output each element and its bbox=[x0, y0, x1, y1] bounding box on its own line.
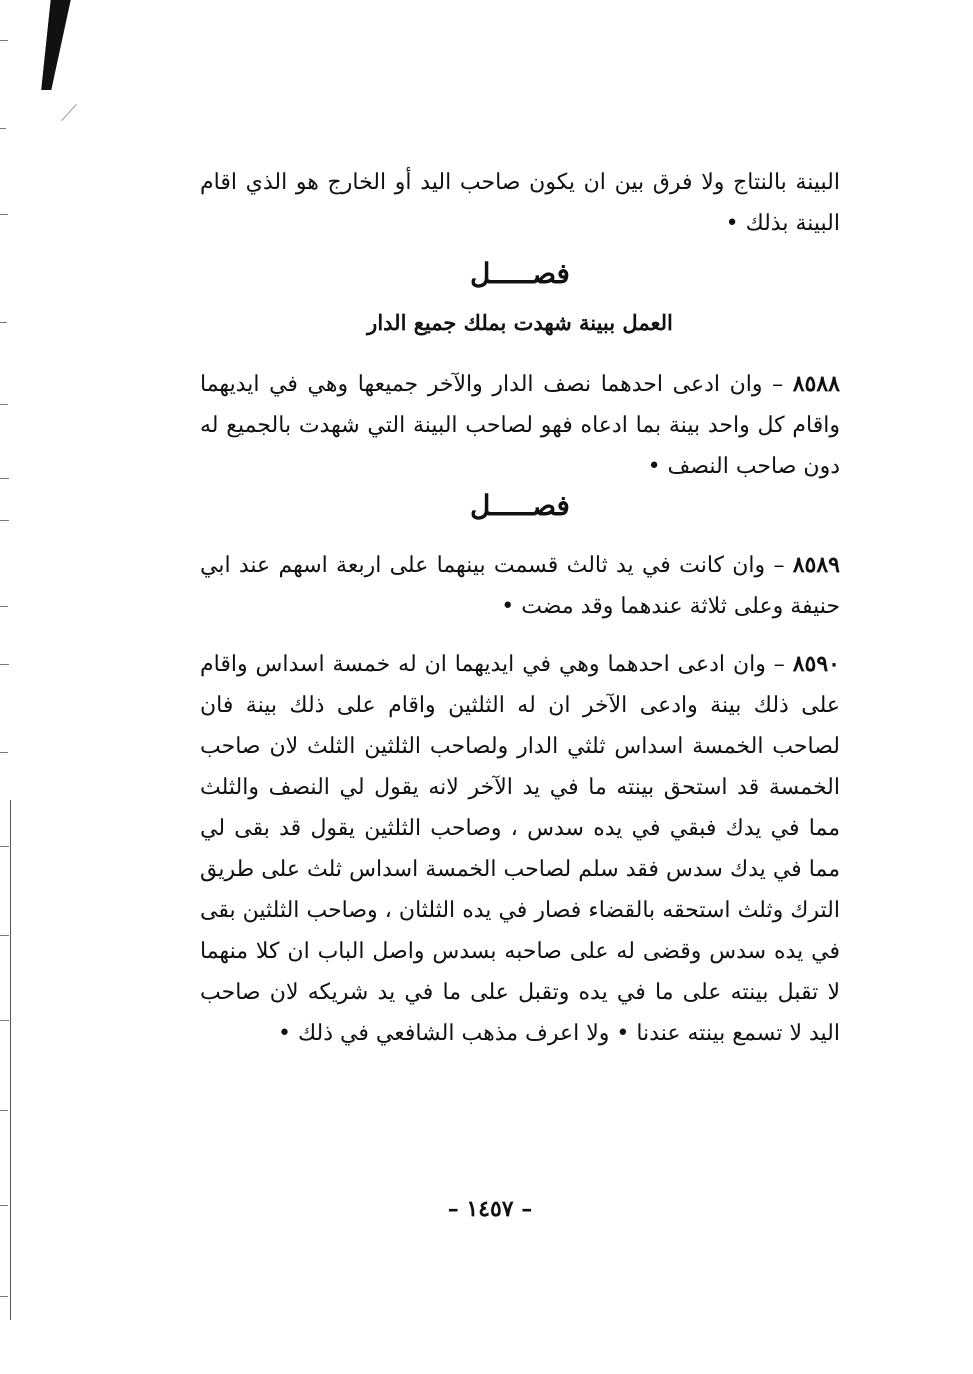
paragraph-8589 bbox=[200, 545, 840, 627]
scan-corner-mark bbox=[41, 0, 70, 90]
page-number: – ١٤٥٧ – bbox=[447, 1196, 533, 1222]
section-heading-fasl: فصـــــل bbox=[470, 489, 570, 522]
paragraph-text: – وان ادعى احدهما وهي في ايديهما ان له خمسة اسداس واقام على ذلك بينة وادعى الآخر ان له الثلثين واقام على ذلك بينة فان لصاحب الخمسة اسداس ثلثي الدار ولصاحب الثلثين الثلث لان صاحب الخمسة قد استحق بينته ما في يد الآخر لانه يقول لي النصف والثلث مما في يدك فبقي في يده سدس ، وصاحب الثلثين يقول قد بقى لي مما في يدك سدس فقد سلم لصاحب الخمسة اسداس ثلث على طريق الترك وثلث استحقه بالقضاء فصار في يده الثلثان ، وصاحب الثلثين بقى في يده سدس وقضى له على صاحبه بسدس واصل الباب ان كلا منهما لا تقبل بينته على ما في يده وتقبل على ما في يد شريكه لان صاحب اليد لا تسمع بينته عندنا • ولا اعرف مذهب الشافعي في ذلك • bbox=[200, 652, 840, 1046]
paragraph-intro: البينة بالنتاج ولا فرق بين ان يكون صاحب اليد أو الخارج هو الذي اقام البينة بذلك • bbox=[200, 170, 840, 236]
scan-tick bbox=[0, 1110, 8, 1111]
scan-tick bbox=[0, 1020, 9, 1021]
scan-tick bbox=[0, 752, 8, 753]
paragraph-8590 bbox=[200, 644, 840, 1054]
paragraph-8588 bbox=[200, 364, 840, 487]
section-heading-fasl: فصـــــل bbox=[470, 257, 570, 290]
scan-tick bbox=[0, 128, 6, 129]
scan-tick bbox=[0, 1296, 8, 1297]
paragraph-number: ٨٥٩٠ bbox=[792, 651, 840, 677]
scan-tick bbox=[0, 404, 8, 405]
scan-tick bbox=[0, 846, 9, 847]
scan-tick bbox=[0, 935, 9, 936]
scan-tick bbox=[0, 606, 8, 607]
section-subtitle: العمل ببينة شهدت بملك جميع الدار bbox=[367, 310, 673, 335]
paragraph-number: ٨٥٨٩ bbox=[792, 552, 840, 578]
paragraph-text: – وان ادعى احدهما نصف الدار والآخر جميعها وهي في ايديهما واقام كل واحد بينة بما ادعاه فهو لصاحب البينة التي شهدت بالجميع له دون صاحب النصف • bbox=[200, 372, 840, 479]
paragraph-number: ٨٥٨٨ bbox=[792, 371, 840, 397]
scan-tick bbox=[0, 40, 8, 41]
scan-tick bbox=[0, 322, 7, 323]
paragraph-text: – وان كانت في يد ثالث قسمت بينهما على اربعة اسهم عند ابي حنيفة وعلى ثلاثة عندهما وقد مضت • bbox=[200, 553, 840, 619]
scan-tick bbox=[0, 520, 9, 521]
scan-tick bbox=[0, 664, 9, 665]
scan-edge-line bbox=[10, 800, 11, 1320]
scan-left-gutter bbox=[0, 0, 14, 1374]
scan-faint-stroke bbox=[61, 104, 76, 121]
scan-tick bbox=[0, 214, 8, 215]
scan-tick bbox=[0, 478, 9, 479]
scan-tick bbox=[0, 1205, 8, 1206]
